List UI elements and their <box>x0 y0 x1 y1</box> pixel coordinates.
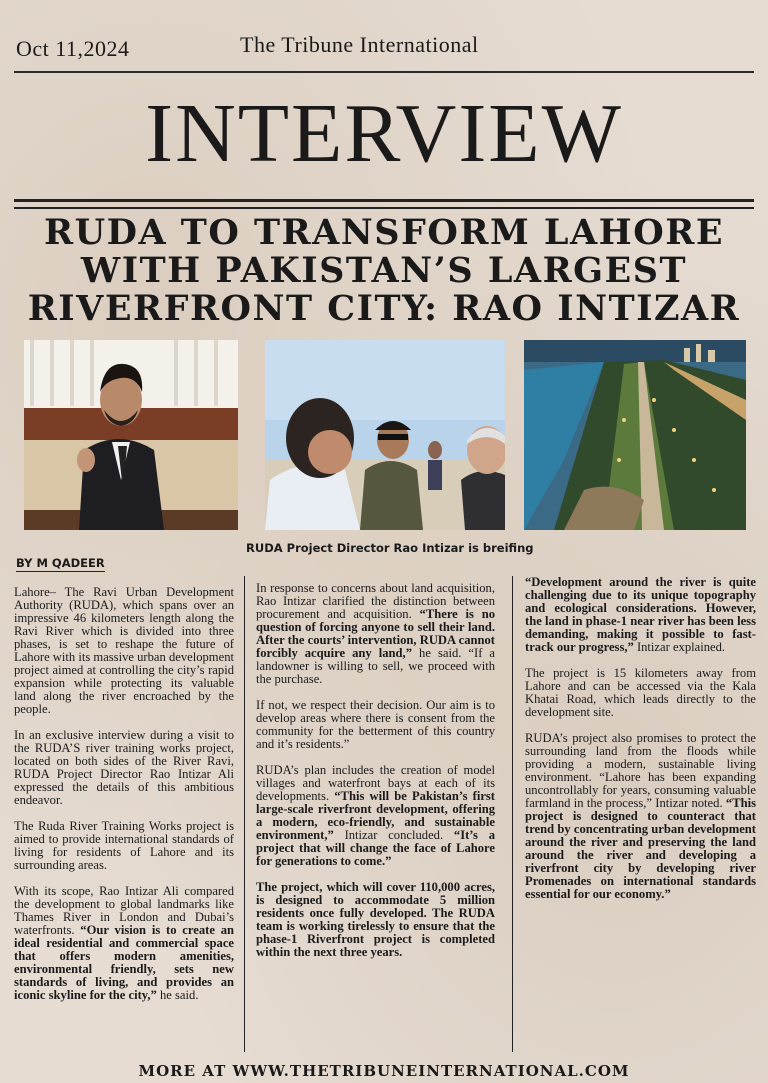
headline: RUDA TO TRANSFORM LAHORE WITH PAKISTAN’S LARGEST RIVERFRONT CITY: RAO INTIZAR <box>27 212 741 329</box>
portrait-photo <box>24 340 238 530</box>
bold-paragraph: The project, which will cover 110,000 acres, is designed to accommodate 5 million residents once fully developed. The RUDA team is working tirelessly to ensure that the phase-1 Riverfront project is completed within the next three years. <box>256 880 495 959</box>
quote: “It’s a project that will change the face of Lahore for generations to come.” <box>256 828 495 868</box>
text-span: Intizar explained. <box>633 640 726 654</box>
paragraph: If not, we respect their decision. Our aim is to develop areas where there is consent from the community for the betterment of this country and it’s residents.” <box>256 698 495 751</box>
riverfront-rendering <box>524 340 746 530</box>
text-span: Intizar concluded. <box>333 828 454 842</box>
divider <box>14 71 754 73</box>
paragraph <box>256 764 495 868</box>
issue-date: Oct 11,2024 <box>16 36 130 61</box>
footer-link[interactable]: MORE AT WWW.THETRIBUNEINTERNATIONAL.COM <box>138 1062 630 1080</box>
section-title: INTERVIEW <box>145 87 623 180</box>
paragraph <box>525 576 756 654</box>
photo-caption: RUDA Project Director Rao Intizar is breifing <box>246 541 534 555</box>
divider <box>14 207 754 209</box>
paragraph: The Ruda River Training Works project is aimed to provide international standards of living for residents of Lahore and its surrounding areas. <box>14 819 234 872</box>
paragraph <box>525 732 756 901</box>
article-column-2 <box>256 582 495 972</box>
column-divider <box>512 576 513 1052</box>
text-span: he said. “If a landowner is willing to sell, we proceed with the purchase. <box>256 646 495 686</box>
text-span: RUDA’s plan includes the creation of model villages and waterfront bays at each of its developments. <box>256 763 495 803</box>
article-column-1 <box>14 586 234 1015</box>
paragraph <box>256 582 495 686</box>
paragraph: Lahore– The Ravi Urban Development Authority (RUDA), which spans over an impressive 46 kilometers length along the Ravi River which is divided into three phases, is set to reshape the future of Lahore with its massive urban development project aimed at controlling the city’s rapid expansion while protecting its valuable land along the river encroached by the people. <box>14 585 234 716</box>
paragraph: In an exclusive interview during a visit to the RUDA’S river training works project, located on both sides of the River Ravi, RUDA Project Director Rao Intizar Ali expressed the details of this ambitious endeavor. <box>14 728 234 807</box>
quote: “This project is designed to counteract that trend by concentrating urban development around the river and preserving the land around the river and developing a riverfront city by developing river Promenades on international standards essential for our economy.” <box>525 796 756 901</box>
quote: “This will be Pakistan’s first large-scale riverfront development, offering a modern, eco-friendly, and sustainable environment,” <box>256 789 495 842</box>
article-column-3 <box>525 576 756 914</box>
column-divider <box>244 576 245 1052</box>
divider <box>14 199 754 202</box>
quote: “Our vision is to create an ideal residential and commercial space that offers modern amenities, environmental friendly, sets new standards of living, and provides an iconic skyline for the city,” <box>14 923 234 1002</box>
quote: “There is no question of forcing anyone to sell their land. After the courts’ intervention, RUDA cannot forcibly acquire any land,” <box>256 607 495 660</box>
text-span: In response to concerns about land acquisition, Rao Intizar clarified the distinction between procurement and acquisition. <box>256 581 495 621</box>
quote: “Development around the river is quite challenging due to its unique topography and ecological considerations. However, the land in phase-1 near river has been less demanding, making it possible to fast-track our progress,” <box>525 575 756 654</box>
masthead: The Tribune International <box>240 32 479 57</box>
paragraph <box>256 881 495 959</box>
text-span: he said. <box>156 988 199 1002</box>
byline: BY M QADEER <box>16 556 105 570</box>
text-span: RUDA’s project also promises to protect the surrounding land from the floods while providing a modern, sustainable living environment. “Lahore has been expanding uncontrollably for years, consuming valuable farmland in the process,” Intizar noted. <box>525 731 756 810</box>
text-span: With its scope, Rao Intizar Ali compared the development to global landmarks like Thames River in London and Dubai’s waterfronts. <box>14 884 234 937</box>
paragraph: The project is 15 kilometers away from Lahore and can be accessed via the Kala Khatai Road, which leads directly to the development site. <box>525 666 756 719</box>
paragraph <box>14 885 234 1002</box>
briefing-photo <box>265 340 505 530</box>
